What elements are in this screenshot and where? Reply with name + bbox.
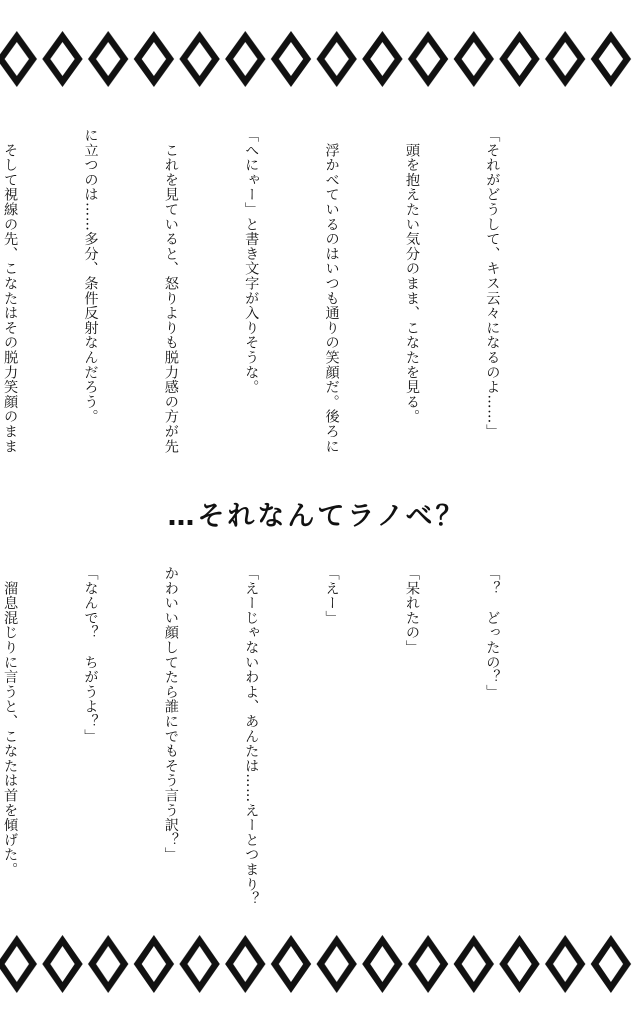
text-line: 「呆れたの」 bbox=[404, 566, 421, 655]
text-line: 浮かべているのはいつも通りの笑顔だ。後ろに bbox=[323, 128, 340, 454]
text-line: そして視線の先、こなたはその脱力笑顔のまま bbox=[2, 128, 19, 454]
text-line: これを見ていると、怒りよりも脱力感の方が先 bbox=[162, 128, 179, 454]
text-line: 「なんで？ ちがうよ？」 bbox=[82, 566, 99, 744]
body-text-lower bbox=[0, 566, 559, 916]
decorative-diamond-border-top bbox=[0, 28, 633, 90]
text-line: かわいい顔してたら誰にでもそう言う訳？」 bbox=[162, 566, 179, 862]
decorative-diamond-border-bottom bbox=[0, 932, 633, 996]
text-line: 溜息混じりに言うと、こなたは首を傾げた。 bbox=[2, 566, 19, 877]
text-line: 頭を抱えたい気分のまま、こなたを見る。 bbox=[404, 128, 421, 424]
text-line: 「えーじゃないわよ、あんたは……えーとつまり？ bbox=[243, 566, 260, 907]
text-line: 「へにゃー」と書き文字が入りそうな。 bbox=[243, 128, 260, 395]
text-line: に立つのは……多分、条件反射なんだろう。 bbox=[82, 128, 99, 424]
section-heading: …それなんてラノベ？ bbox=[167, 501, 466, 532]
text-line: 「それがどうして、キス云々になるのよ……」 bbox=[484, 128, 501, 439]
text-line: 「えー」 bbox=[323, 566, 340, 626]
body-text-upper bbox=[0, 128, 559, 483]
text-line: 「？ どったの？」 bbox=[484, 566, 501, 700]
